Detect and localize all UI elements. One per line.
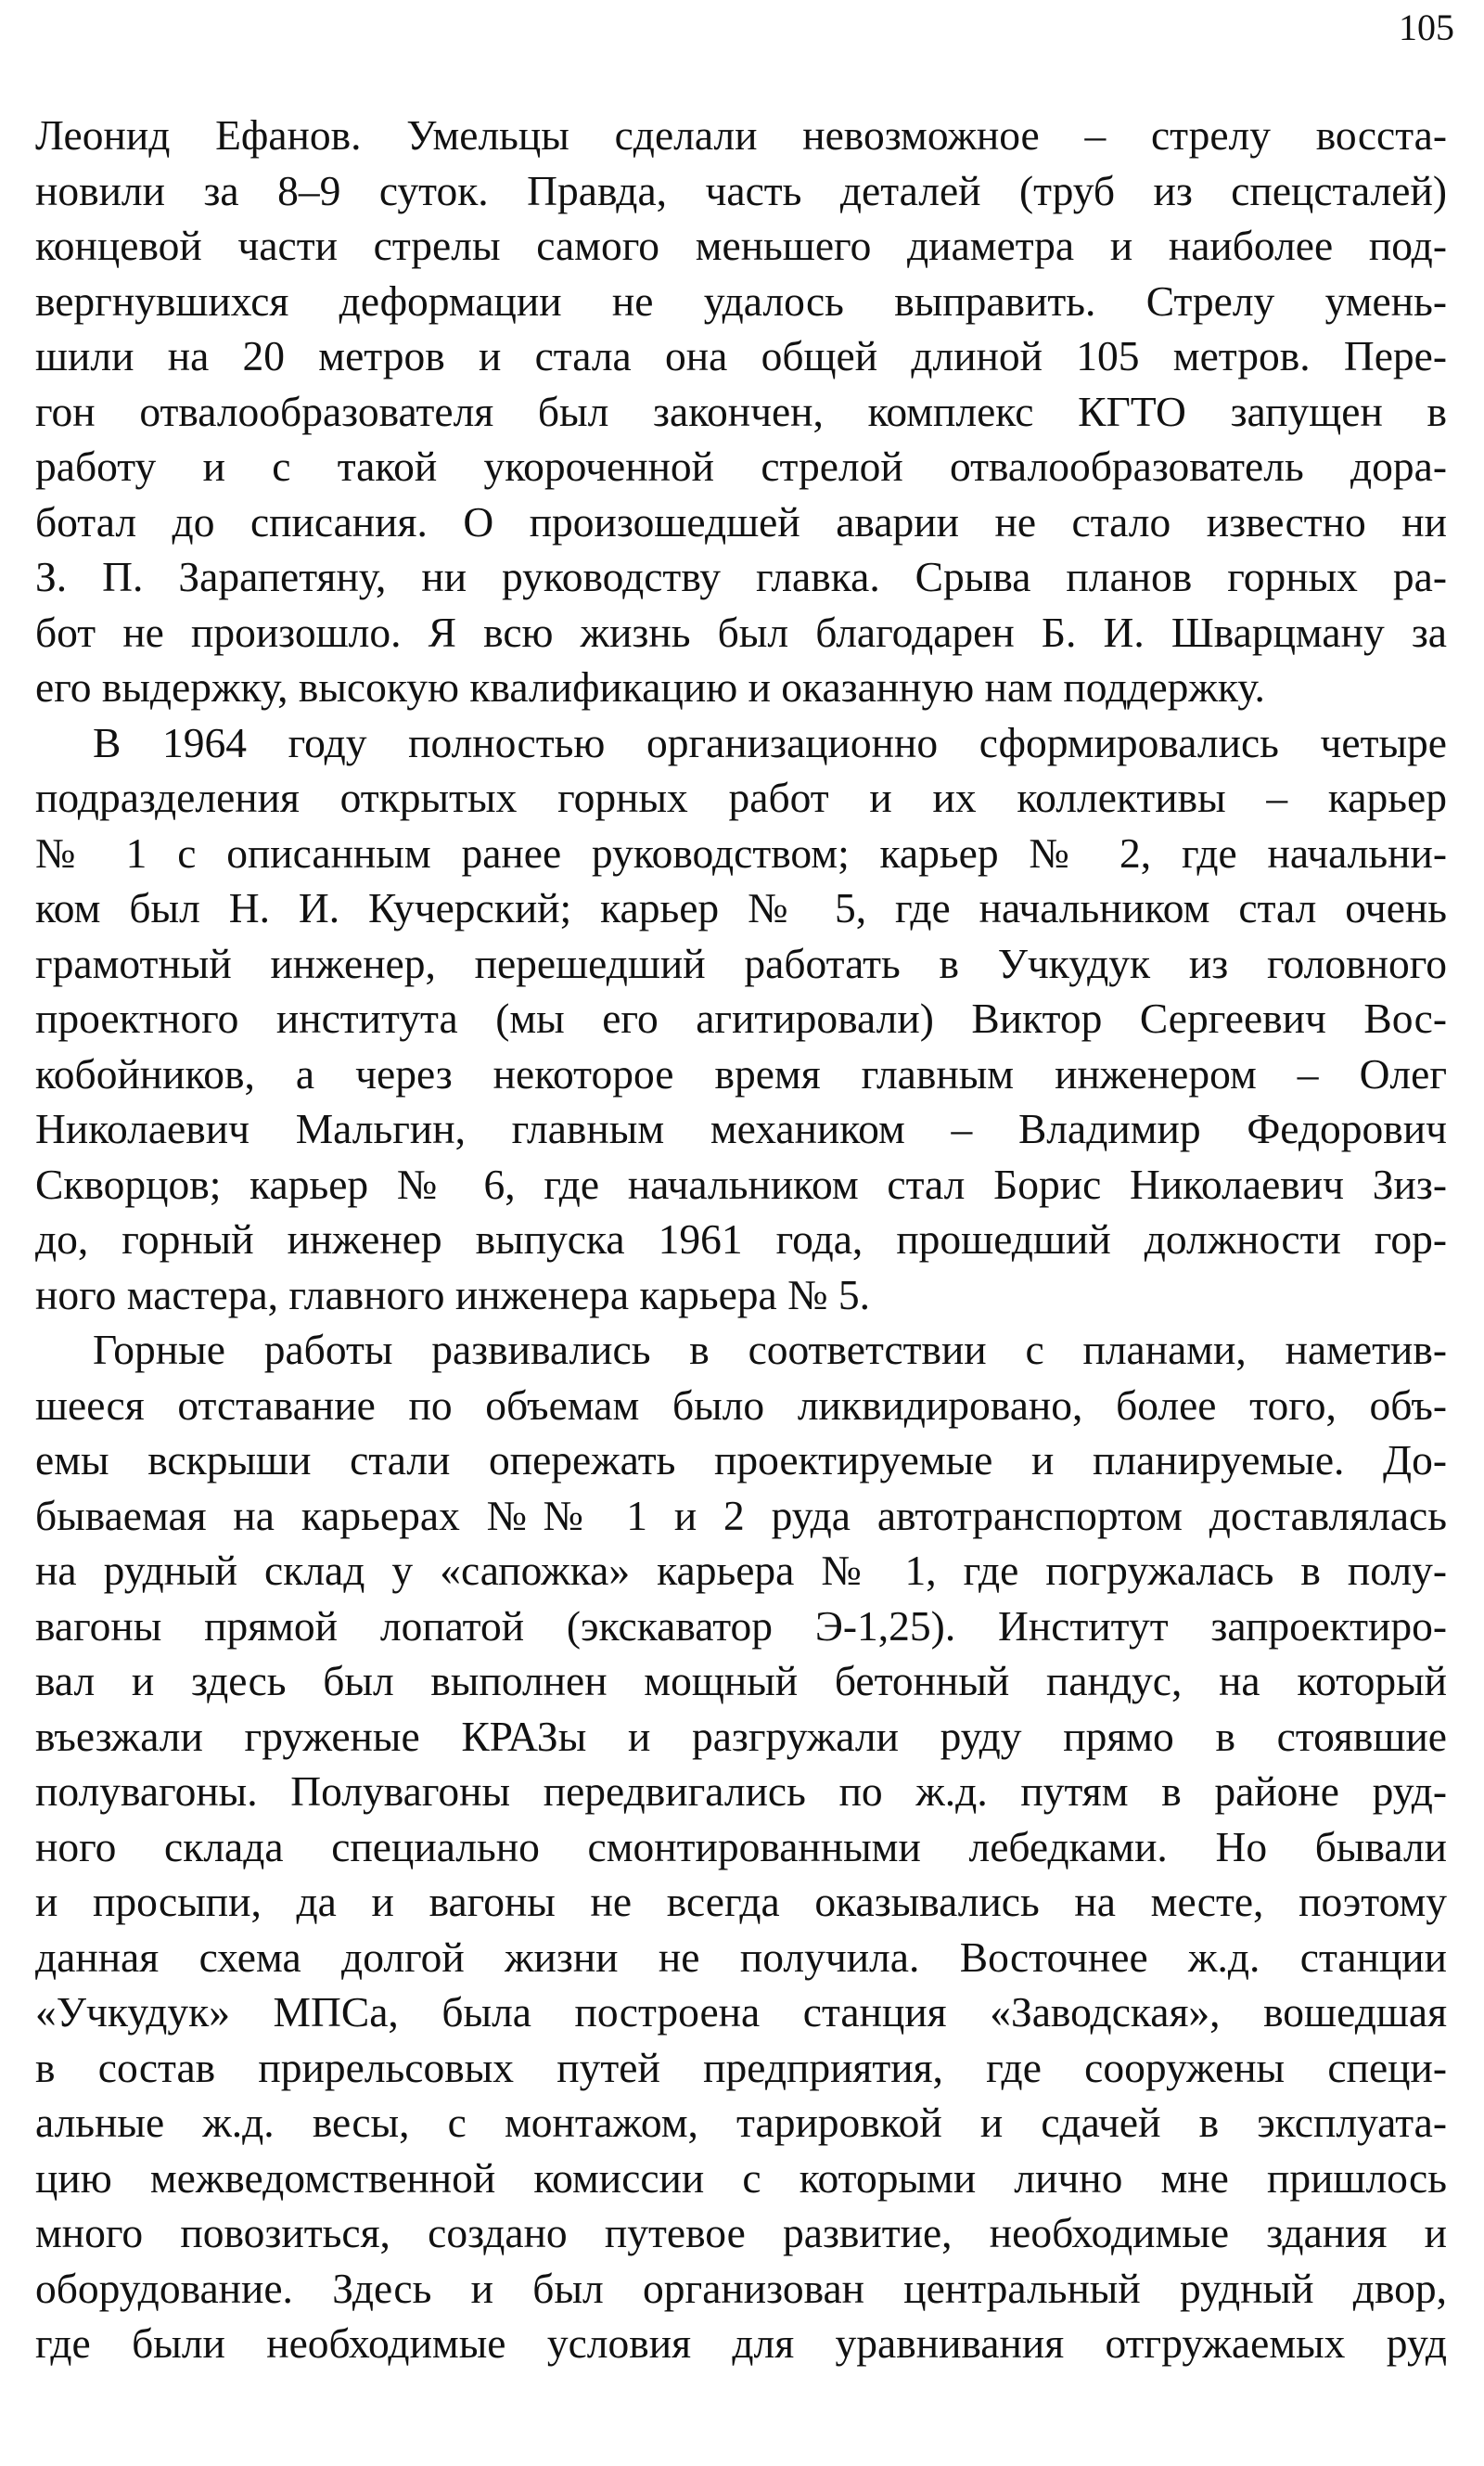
text-line: подразделения открытых горных работ и их коллективы – карьер: [35, 774, 1447, 821]
page-number: 105: [1399, 6, 1454, 48]
text-line: данная схема долгой жизни не получила. Восточнее ж.д. станции: [35, 1933, 1447, 1981]
text-line: работу и с такой укороченной стрелой отвалообразователь дора-: [35, 443, 1447, 490]
text-line: до, горный инженер выпуска 1961 года, прошедший должности гор-: [35, 1215, 1447, 1263]
text-line: бот не произошло. Я всю жизнь был благодарен Б. И. Шварцману за: [35, 608, 1447, 656]
text-line: грамотный инженер, перешедший работать в Учкудук из головного: [35, 939, 1447, 987]
text-line: его выдержку, высокую квалификацию и оказанную нам поддержку.: [35, 663, 1265, 711]
text-line: проектного института (мы его агитировали) Виктор Сергеевич Вос-: [35, 995, 1447, 1042]
text-line: ного склада специально смонтированными лебедками. Но бывали: [35, 1822, 1447, 1870]
text-line: З. П. Зарапетяну, ни руководству главка. Срыва планов горных ра-: [35, 553, 1447, 600]
text-line: шили на 20 метров и стала она общей длиной 105 метров. Пере-: [35, 332, 1447, 379]
text-line: кобойников, а через некоторое время главным инженером – Олег: [35, 1049, 1447, 1098]
paragraph-start-line: В 1964 году полностью организационно сформировались четыре: [93, 718, 1447, 766]
paragraph-start-line: Горные работы развивались в соответствии с планами, наметив-: [93, 1326, 1447, 1373]
text-line: вал и здесь был выполнен мощный бетонный пандус, на который: [35, 1657, 1447, 1704]
text-line: альные ж.д. весы, с монтажом, тарировкой и сдачей в эксплуата-: [35, 2099, 1447, 2146]
text-line: где были необходимые условия для уравнивания отгружаемых руд: [35, 2319, 1447, 2367]
text-line: № 1 с описанным ранее руководством; карьер № 2, где начальни-: [35, 828, 1447, 877]
text-line: ком был Н. И. Кучерский; карьер № 5, где начальником стал очень: [35, 884, 1447, 931]
text-line: ботал до списания. О произошедшей аварии не стало известно ни: [35, 497, 1447, 546]
text-line: Николаевич Мальгин, главным механиком – Владимир Федорович: [35, 1105, 1447, 1152]
text-line: Скворцов; карьер № 6, где начальником стал Борис Николаевич Зиз-: [35, 1160, 1447, 1208]
text-line: на рудный склад у «сапожка» карьера № 1, где погружалась в полу-: [35, 1547, 1447, 1594]
text-line: ного мастера, главного инженера карьера № 5.: [35, 1270, 871, 1318]
text-line: и просыпи, да и вагоны не всегда оказывались на месте, поэтому: [35, 1878, 1447, 1925]
text-line: «Учкудук» МПСа, была построена станция «Заводская», вошедшая: [35, 1988, 1447, 2036]
text-line: новили за 8–9 суток. Правда, часть деталей (труб из спецсталей): [35, 166, 1447, 214]
text-line: въезжали груженые КРАЗы и разгружали руду прямо в стоявшие: [35, 1712, 1447, 1760]
text-line: шееся отставание по объемам было ликвидировано, более того, объ-: [35, 1381, 1447, 1429]
text-line: полувагоны. Полувагоны передвигались по ж.д. путям в районе руд-: [35, 1767, 1447, 1815]
text-line: бываемая на карьерах №№ 1 и 2 руда автотранспортом доставлялась: [35, 1491, 1447, 1539]
text-line: концевой части стрелы самого меньшего диаметра и наиболее под-: [35, 222, 1447, 269]
text-line: цию межведомственной комиссии с которыми лично мне пришлось: [35, 2153, 1447, 2202]
text-line: много повозиться, создано путевое развитие, необходимые здания и: [35, 2209, 1447, 2256]
text-line: вагоны прямой лопатой (экскаватор Э-1,25). Институт запроектиро-: [35, 1601, 1447, 1650]
text-line: емы вскрыши стали опережать проектируемые и планируемые. До-: [35, 1436, 1447, 1483]
text-line: Леонид Ефанов. Умельцы сделали невозможное – стрелу восста-: [35, 111, 1447, 159]
text-line: вергнувшихся деформации не удалось выправить. Стрелу умень-: [35, 276, 1447, 325]
text-line: в состав прирельсовых путей предприятия, где сооружены специ-: [35, 2043, 1447, 2091]
text-line: гон отвалообразователя был закончен, комплекс КГТО запущен в: [35, 387, 1447, 435]
text-line: оборудование. Здесь и был организован центральный рудный двор,: [35, 2264, 1447, 2312]
body-text: [35, 108, 1447, 2371]
